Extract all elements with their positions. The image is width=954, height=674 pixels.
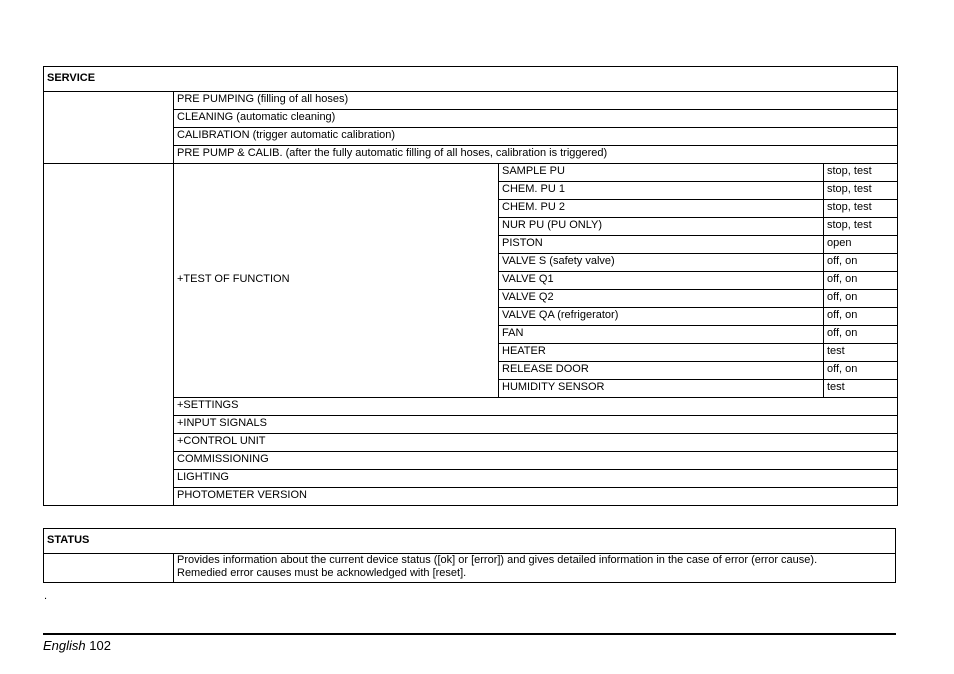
service-item: COMMISSIONING (174, 452, 898, 470)
test-item-name: VALVE Q1 (499, 272, 824, 290)
test-item-name: VALVE QA (refrigerator) (499, 308, 824, 326)
status-title: STATUS (44, 529, 896, 554)
test-item-name: CHEM. PU 2 (499, 200, 824, 218)
test-item-name: RELEASE DOOR (499, 362, 824, 380)
test-item-value: off, on (824, 272, 898, 290)
status-table (43, 528, 896, 583)
test-item-value: off, on (824, 290, 898, 308)
page-footer (43, 638, 111, 653)
test-item-value: off, on (824, 254, 898, 272)
test-item-name: CHEM. PU 1 (499, 182, 824, 200)
service-title: SERVICE (44, 67, 898, 92)
group-left-cell (44, 92, 174, 164)
test-item-value: stop, test (824, 164, 898, 182)
footer-language: English (43, 638, 86, 653)
service-item: +SETTINGS (174, 398, 898, 416)
test-item-name: VALVE S (safety valve) (499, 254, 824, 272)
test-item-value: stop, test (824, 182, 898, 200)
test-item-value: test (824, 344, 898, 362)
test-item-name: HUMIDITY SENSOR (499, 380, 824, 398)
test-item-name: VALVE Q2 (499, 290, 824, 308)
test-item-value: off, on (824, 326, 898, 344)
service-item: PRE PUMP & CALIB. (after the fully automatic filling of all hoses, calibration is triggered) (174, 146, 898, 164)
service-item: LIGHTING (174, 470, 898, 488)
footer-page-number: 102 (89, 638, 111, 653)
footer-rule (43, 633, 896, 635)
test-item-value: open (824, 236, 898, 254)
service-item: CALIBRATION (trigger automatic calibration) (174, 128, 898, 146)
status-description (174, 554, 896, 583)
status-empty-cell (44, 554, 174, 583)
service-table (43, 66, 898, 506)
test-item-value: stop, test (824, 218, 898, 236)
service-item: PHOTOMETER VERSION (174, 488, 898, 506)
test-item-name: SAMPLE PU (499, 164, 824, 182)
status-description-line-1: Provides information about the current device status ([ok] or [error]) and gives detailed information in the case of error (error cause). (177, 554, 818, 566)
test-item-value: stop, test (824, 200, 898, 218)
service-item: CLEANING (automatic cleaning) (174, 110, 898, 128)
stray-mark: . (44, 590, 48, 602)
test-item-name: FAN (499, 326, 824, 344)
test-row (44, 164, 898, 182)
test-item-value: test (824, 380, 898, 398)
test-of-function-label: +TEST OF FUNCTION (174, 164, 499, 398)
status-description-line-2: Remedied error causes must be acknowledged with [reset]. (177, 567, 467, 579)
service-item: PRE PUMPING (filling of all hoses) (174, 92, 898, 110)
service-row (44, 92, 898, 110)
test-item-name: PISTON (499, 236, 824, 254)
test-item-value: off, on (824, 362, 898, 380)
group-left-cell (44, 164, 174, 506)
test-item-name: NUR PU (PU ONLY) (499, 218, 824, 236)
test-item-name: HEATER (499, 344, 824, 362)
service-item: +INPUT SIGNALS (174, 416, 898, 434)
test-item-value: off, on (824, 308, 898, 326)
service-item: +CONTROL UNIT (174, 434, 898, 452)
